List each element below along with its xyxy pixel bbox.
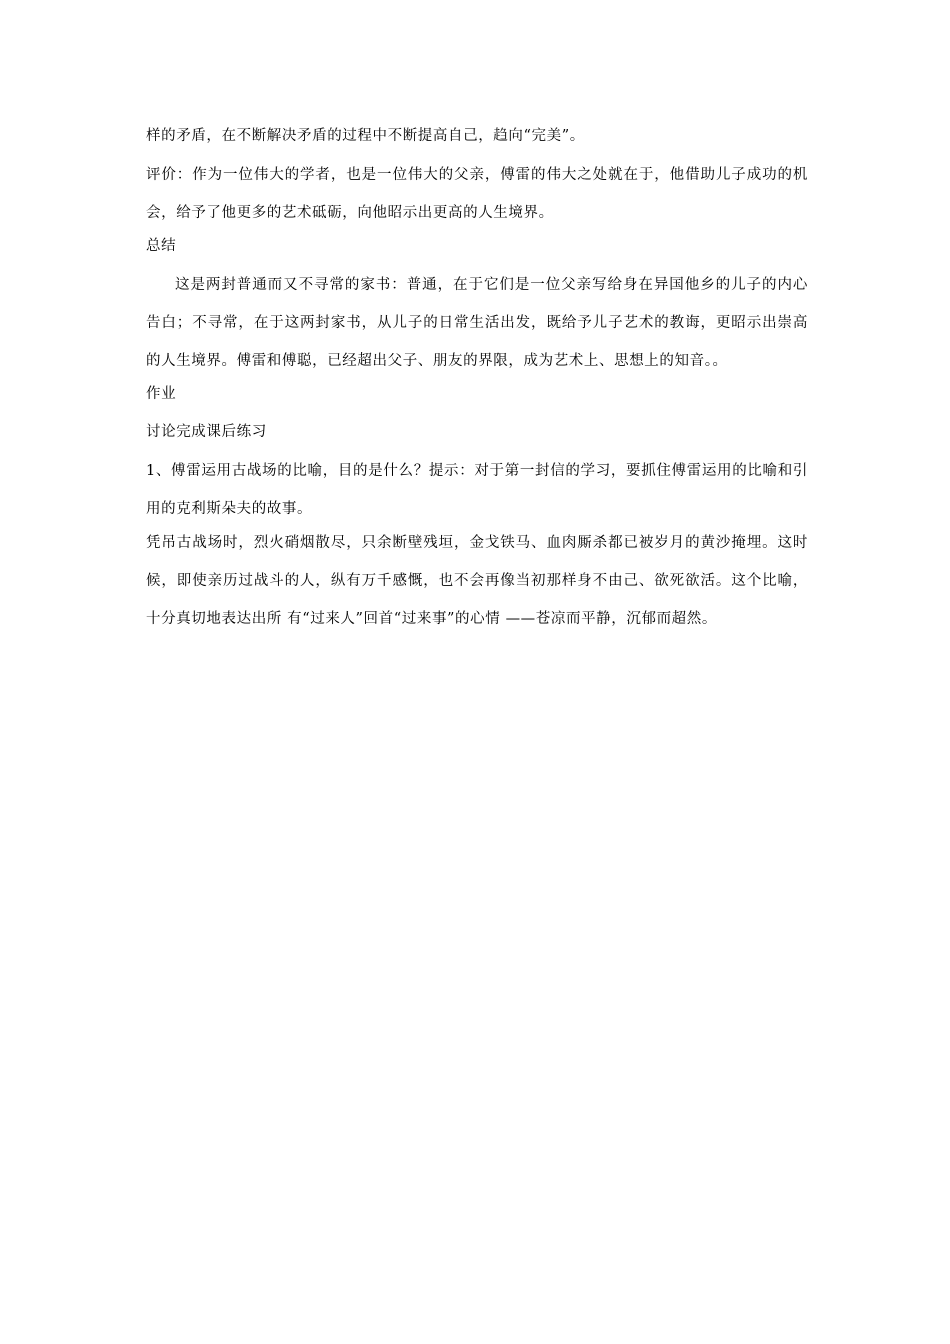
paragraph-answer-1: 凭吊古战场时，烈火硝烟散尽，只余断壁残垣，金戈铁马、血肉厮杀都已被岁月的黄沙掩埋。这时候，即使亲历过战斗的人，纵有万千感慨，也不会再像当初那样身不由己、欲死欲活。这个比喻，十分真切地表达出所 有“过来人”回首“过来事”的心情 ——苍凉而平静，沉郁而超然。 xyxy=(146,535,808,627)
paragraph-question-1: 1、傅雷运用古战场的比喻，目的是什么？提示：对于第一封信的学习，要抓住傅雷运用的比喻和引用的克利斯朵夫的故事。 xyxy=(146,463,808,517)
section-heading-summary: 总结 xyxy=(146,238,177,254)
paragraph-continuation: 样的矛盾，在不断解决矛盾的过程中不断提高自己，趋向“完美”。 xyxy=(146,128,585,144)
paragraph-evaluation: 评价：作为一位伟大的学者，也是一位伟大的父亲，傅雷的伟大之处就在于，他借助儿子成功的机会，给予了他更多的艺术砥砺，向他昭示出更高的人生境界。 xyxy=(146,167,808,221)
section-heading-homework: 作业 xyxy=(146,386,177,402)
document-body xyxy=(146,124,808,640)
paragraph-homework-instruction: 讨论完成课后练习 xyxy=(146,424,267,440)
paragraph-summary: 这是两封普通而又不寻常的家书：普通，在于它们是一位父亲写给身在异国他乡的儿子的内心告白；不寻常，在于这两封家书，从儿子的日常生活出发，既给予儿子艺术的教诲，更昭示出崇高的人生境界。傅雷和傅聪，已经超出父子、朋友的界限，成为艺术上、思想上的知音。。 xyxy=(146,277,808,369)
